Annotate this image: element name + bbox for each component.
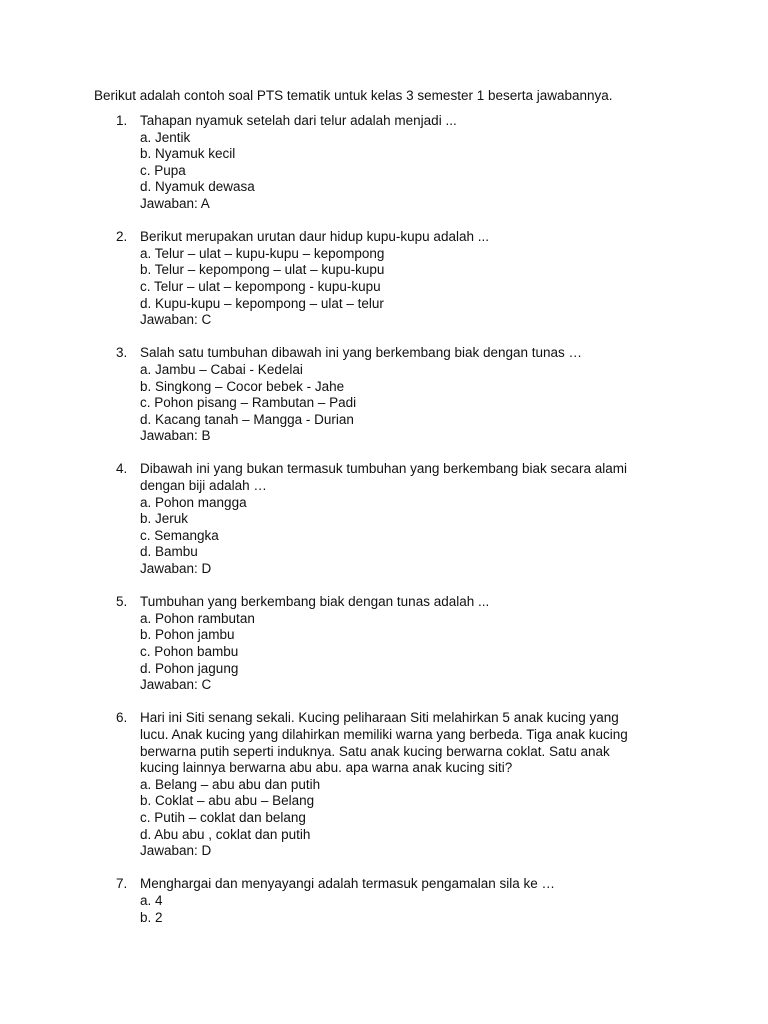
question-3	[0, 345, 768, 445]
question-body	[140, 345, 680, 445]
question-text: Tahapan nyamuk setelah dari telur adalah menjadi ...	[140, 113, 457, 128]
question-number: 5.	[116, 594, 128, 610]
question-text: kucing lainnya berwarna abu abu. apa warna anak kucing siti?	[140, 760, 513, 776]
question-5	[0, 594, 768, 694]
option-c: c. Pupa	[140, 162, 186, 178]
question-body	[140, 113, 680, 213]
answer-text: Jawaban: C	[140, 312, 212, 328]
question-text: lucu. Anak kucing yang dilahirkan memiliki warna yang berbeda. Tiga anak kucing	[140, 726, 628, 742]
question-number: 6.	[116, 710, 128, 726]
option-b: b. Telur – kepompong – ulat – kupu-kupu	[140, 262, 385, 278]
option-a: a. Pohon rambutan	[140, 610, 255, 626]
question-number: 2.	[116, 229, 128, 245]
question-4	[0, 461, 768, 577]
answer-text: Jawaban: D	[140, 561, 212, 577]
question-text: Menghargai dan menyayangi adalah termasuk pengamalan sila ke …	[140, 876, 555, 892]
question-6	[0, 710, 768, 859]
option-b: b. Singkong – Cocor bebek - Jahe	[140, 378, 345, 394]
answer-text: Jawaban: D	[140, 843, 212, 859]
question-number: 1.	[116, 113, 128, 128]
option-c: c. Semangka	[140, 527, 219, 543]
question-text: dengan biji adalah …	[140, 478, 267, 494]
option-d: d. Abu abu , coklat dan putih	[140, 826, 311, 842]
option-d: d. Kacang tanah – Mangga - Durian	[140, 411, 354, 427]
option-a: a. Pohon mangga	[140, 494, 247, 510]
question-body	[140, 461, 680, 577]
option-d: d. Kupu-kupu – kepompong – ulat – telur	[140, 295, 384, 311]
option-a: a. Telur – ulat – kupu-kupu – kepompong	[140, 245, 385, 261]
question-text: Tumbuhan yang berkembang biak dengan tunas adalah ...	[140, 594, 490, 610]
option-d: d. Nyamuk dewasa	[140, 179, 255, 195]
question-2	[0, 229, 768, 329]
question-text: Dibawah ini yang bukan termasuk tumbuhan yang berkembang biak secara alami	[140, 461, 628, 477]
question-text: Berikut merupakan urutan daur hidup kupu-kupu adalah ...	[140, 229, 489, 245]
question-body	[140, 229, 680, 329]
question-1	[0, 113, 768, 213]
option-b: b. 2	[140, 909, 163, 925]
question-number: 3.	[116, 345, 128, 361]
question-body	[140, 710, 680, 859]
option-c: c. Putih – coklat dan belang	[140, 809, 306, 825]
option-c: c. Telur – ulat – kepompong - kupu-kupu	[140, 278, 381, 294]
question-number: 7.	[116, 876, 128, 892]
option-a: a. Jentik	[140, 129, 191, 145]
option-b: b. Coklat – abu abu – Belang	[140, 793, 315, 809]
option-c: c. Pohon bambu	[140, 644, 239, 659]
question-body	[140, 876, 680, 926]
option-b: b. Pohon jambu	[140, 627, 235, 643]
option-d: d. Bambu	[140, 544, 198, 560]
answer-text: Jawaban: A	[140, 195, 210, 211]
question-7	[0, 876, 768, 926]
intro-text: Berikut adalah contoh soal PTS tematik untuk kelas 3 semester 1 beserta jawabannya.	[94, 88, 613, 103]
option-a: a. Belang – abu abu dan putih	[140, 776, 321, 792]
option-c: c. Pohon pisang – Rambutan – Padi	[140, 395, 357, 411]
question-text: berwarna putih seperti induknya. Satu anak kucing berwarna coklat. Satu anak	[140, 743, 610, 759]
question-text: Hari ini Siti senang sekali. Kucing peliharaan Siti melahirkan 5 anak kucing yang	[140, 710, 619, 726]
option-a: a. 4	[140, 892, 163, 908]
answer-text: Jawaban: B	[140, 428, 211, 444]
option-b: b. Jeruk	[140, 511, 189, 527]
option-b: b. Nyamuk kecil	[140, 146, 236, 162]
question-number: 4.	[116, 461, 128, 477]
question-body	[140, 594, 680, 694]
question-list	[0, 113, 768, 943]
option-d: d. Pohon jagung	[140, 660, 239, 676]
option-a: a. Jambu – Cabai - Kedelai	[140, 361, 303, 377]
answer-text: Jawaban: C	[140, 677, 212, 693]
question-text: Salah satu tumbuhan dibawah ini yang berkembang biak dengan tunas …	[140, 345, 583, 361]
